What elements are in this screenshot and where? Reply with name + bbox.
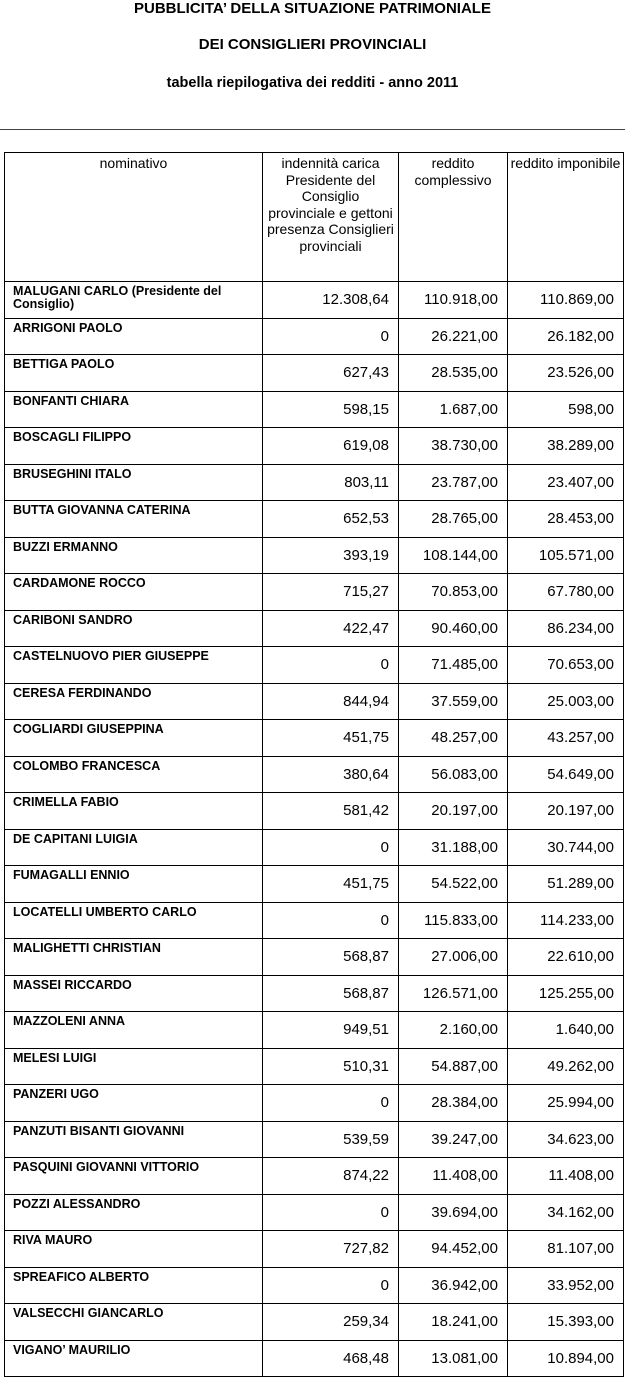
- cell-reddito-complessivo: 28.765,00: [399, 501, 508, 538]
- document-subtitle: DEI CONSIGLIERI PROVINCIALI: [198, 36, 427, 53]
- cell-nominativo: VIGANO’ MAURILIO: [5, 1340, 263, 1377]
- table-row: [5, 975, 624, 1012]
- cell-reddito-imponibile: 34.162,00: [508, 1194, 624, 1231]
- cell-reddito-complessivo: 56.083,00: [399, 756, 508, 793]
- cell-nominativo: PASQUINI GIOVANNI VITTORIO: [5, 1158, 263, 1195]
- cell-nominativo: CASTELNUOVO PIER GIUSEPPE: [5, 647, 263, 684]
- cell-reddito-imponibile: 20.197,00: [508, 793, 624, 830]
- table-row: [5, 1085, 624, 1122]
- column-header-nominativo: nominativo: [5, 153, 263, 282]
- cell-reddito-complessivo: 27.006,00: [399, 939, 508, 976]
- cell-reddito-complessivo: 110.918,00: [399, 282, 508, 319]
- cell-indennita: 652,53: [263, 501, 399, 538]
- table-row: [5, 464, 624, 501]
- cell-indennita: 568,87: [263, 975, 399, 1012]
- table-row: [5, 1231, 624, 1268]
- cell-indennita: 0: [263, 902, 399, 939]
- cell-reddito-imponibile: 54.649,00: [508, 756, 624, 793]
- table-row: [5, 829, 624, 866]
- cell-indennita: 0: [263, 318, 399, 355]
- cell-reddito-complessivo: 37.559,00: [399, 683, 508, 720]
- column-header-indennita: indennità carica Presidente del Consiglio provinciale e gettoni presenza Consiglieri provinciali: [263, 153, 399, 282]
- cell-reddito-imponibile: 33.952,00: [508, 1267, 624, 1304]
- cell-indennita: 0: [263, 1267, 399, 1304]
- cell-reddito-imponibile: 125.255,00: [508, 975, 624, 1012]
- table-row: [5, 610, 624, 647]
- cell-reddito-complessivo: 28.384,00: [399, 1085, 508, 1122]
- cell-indennita: 468,48: [263, 1340, 399, 1377]
- cell-nominativo: CERESA FERDINANDO: [5, 683, 263, 720]
- table-row: [5, 574, 624, 611]
- cell-indennita: 12.308,64: [263, 282, 399, 319]
- table-row: [5, 1340, 624, 1377]
- cell-reddito-imponibile: 114.233,00: [508, 902, 624, 939]
- table-row: [5, 720, 624, 757]
- cell-reddito-complessivo: 18.241,00: [399, 1304, 508, 1341]
- cell-indennita: 715,27: [263, 574, 399, 611]
- cell-nominativo: ARRIGONI PAOLO: [5, 318, 263, 355]
- cell-reddito-complessivo: 54.887,00: [399, 1048, 508, 1085]
- document-title: PUBBLICITA’ DELLA SITUAZIONE PATRIMONIALE: [134, 0, 491, 17]
- cell-nominativo: CARDAMONE ROCCO: [5, 574, 263, 611]
- cell-nominativo: COLOMBO FRANCESCA: [5, 756, 263, 793]
- cell-reddito-imponibile: 23.526,00: [508, 355, 624, 392]
- table-row: [5, 318, 624, 355]
- cell-nominativo: SPREAFICO ALBERTO: [5, 1267, 263, 1304]
- cell-indennita: 0: [263, 1085, 399, 1122]
- cell-indennita: 0: [263, 1194, 399, 1231]
- cell-nominativo: MAZZOLENI ANNA: [5, 1012, 263, 1049]
- cell-nominativo: PANZERI UGO: [5, 1085, 263, 1122]
- cell-nominativo: COGLIARDI GIUSEPPINA: [5, 720, 263, 757]
- table-row: [5, 866, 624, 903]
- cell-reddito-complessivo: 2.160,00: [399, 1012, 508, 1049]
- cell-reddito-complessivo: 90.460,00: [399, 610, 508, 647]
- cell-nominativo: VALSECCHI GIANCARLO: [5, 1304, 263, 1341]
- table-row: [5, 1048, 624, 1085]
- cell-reddito-imponibile: 23.407,00: [508, 464, 624, 501]
- table-row: [5, 1267, 624, 1304]
- cell-reddito-complessivo: 54.522,00: [399, 866, 508, 903]
- cell-reddito-complessivo: 26.221,00: [399, 318, 508, 355]
- cell-indennita: 598,15: [263, 391, 399, 428]
- cell-indennita: 451,75: [263, 866, 399, 903]
- cell-nominativo: MALIGHETTI CHRISTIAN: [5, 939, 263, 976]
- cell-reddito-complessivo: 108.144,00: [399, 537, 508, 574]
- cell-reddito-complessivo: 126.571,00: [399, 975, 508, 1012]
- cell-indennita: 803,11: [263, 464, 399, 501]
- cell-reddito-complessivo: 39.694,00: [399, 1194, 508, 1231]
- cell-reddito-complessivo: 20.197,00: [399, 793, 508, 830]
- cell-nominativo: CRIMELLA FABIO: [5, 793, 263, 830]
- cell-reddito-imponibile: 598,00: [508, 391, 624, 428]
- cell-indennita: 949,51: [263, 1012, 399, 1049]
- cell-nominativo: BRUSEGHINI ITALO: [5, 464, 263, 501]
- table-body: [5, 282, 624, 1377]
- cell-reddito-complessivo: 94.452,00: [399, 1231, 508, 1268]
- cell-nominativo: BUZZI ERMANNO: [5, 537, 263, 574]
- cell-indennita: 874,22: [263, 1158, 399, 1195]
- cell-nominativo: RIVA MAURO: [5, 1231, 263, 1268]
- cell-reddito-imponibile: 22.610,00: [508, 939, 624, 976]
- table-row: [5, 647, 624, 684]
- cell-nominativo: PANZUTI BISANTI GIOVANNI: [5, 1121, 263, 1158]
- cell-reddito-imponibile: 105.571,00: [508, 537, 624, 574]
- cell-indennita: 619,08: [263, 428, 399, 465]
- table-row: [5, 391, 624, 428]
- cell-reddito-imponibile: 15.393,00: [508, 1304, 624, 1341]
- table-row: [5, 756, 624, 793]
- cell-indennita: 380,64: [263, 756, 399, 793]
- cell-reddito-imponibile: 110.869,00: [508, 282, 624, 319]
- cell-reddito-imponibile: 86.234,00: [508, 610, 624, 647]
- cell-reddito-imponibile: 26.182,00: [508, 318, 624, 355]
- cell-indennita: 510,31: [263, 1048, 399, 1085]
- cell-nominativo: BETTIGA PAOLO: [5, 355, 263, 392]
- cell-reddito-imponibile: 30.744,00: [508, 829, 624, 866]
- cell-reddito-imponibile: 38.289,00: [508, 428, 624, 465]
- cell-reddito-imponibile: 34.623,00: [508, 1121, 624, 1158]
- cell-reddito-imponibile: 25.994,00: [508, 1085, 624, 1122]
- cell-indennita: 393,19: [263, 537, 399, 574]
- table-row: [5, 428, 624, 465]
- cell-reddito-imponibile: 1.640,00: [508, 1012, 624, 1049]
- table-row: [5, 902, 624, 939]
- table-header-row: [5, 153, 624, 282]
- income-summary-table: [4, 152, 624, 1377]
- cell-indennita: 727,82: [263, 1231, 399, 1268]
- cell-reddito-imponibile: 70.653,00: [508, 647, 624, 684]
- cell-reddito-imponibile: 25.003,00: [508, 683, 624, 720]
- cell-reddito-complessivo: 28.535,00: [399, 355, 508, 392]
- cell-nominativo: MELESI LUIGI: [5, 1048, 263, 1085]
- cell-reddito-complessivo: 71.485,00: [399, 647, 508, 684]
- cell-indennita: 0: [263, 829, 399, 866]
- cell-indennita: 422,47: [263, 610, 399, 647]
- cell-indennita: 568,87: [263, 939, 399, 976]
- cell-reddito-imponibile: 49.262,00: [508, 1048, 624, 1085]
- cell-nominativo: FUMAGALLI ENNIO: [5, 866, 263, 903]
- table-row: [5, 1194, 624, 1231]
- cell-reddito-imponibile: 11.408,00: [508, 1158, 624, 1195]
- table-row: [5, 1121, 624, 1158]
- cell-nominativo: BUTTA GIOVANNA CATERINA: [5, 501, 263, 538]
- header-divider: [0, 129, 625, 130]
- cell-reddito-complessivo: 39.247,00: [399, 1121, 508, 1158]
- table-row: [5, 1158, 624, 1195]
- table-caption: tabella riepilogativa dei redditi - anno 2011: [166, 75, 459, 91]
- cell-reddito-imponibile: 81.107,00: [508, 1231, 624, 1268]
- column-header-reddito-complessivo: reddito complessivo: [399, 153, 508, 282]
- table-row: [5, 939, 624, 976]
- cell-reddito-complessivo: 36.942,00: [399, 1267, 508, 1304]
- cell-reddito-complessivo: 13.081,00: [399, 1340, 508, 1377]
- cell-nominativo: CARIBONI SANDRO: [5, 610, 263, 647]
- table-row: [5, 1012, 624, 1049]
- table-row: [5, 793, 624, 830]
- cell-reddito-complessivo: 48.257,00: [399, 720, 508, 757]
- table-row: [5, 501, 624, 538]
- cell-indennita: 539,59: [263, 1121, 399, 1158]
- cell-reddito-imponibile: 10.894,00: [508, 1340, 624, 1377]
- cell-nominativo: POZZI ALESSANDRO: [5, 1194, 263, 1231]
- cell-reddito-complessivo: 11.408,00: [399, 1158, 508, 1195]
- cell-nominativo: LOCATELLI UMBERTO CARLO: [5, 902, 263, 939]
- cell-reddito-complessivo: 115.833,00: [399, 902, 508, 939]
- cell-reddito-complessivo: 31.188,00: [399, 829, 508, 866]
- cell-indennita: 844,94: [263, 683, 399, 720]
- cell-nominativo: MALUGANI CARLO (Presidente del Consiglio): [5, 282, 263, 319]
- cell-nominativo: DE CAPITANI LUIGIA: [5, 829, 263, 866]
- cell-reddito-imponibile: 67.780,00: [508, 574, 624, 611]
- cell-nominativo: BONFANTI CHIARA: [5, 391, 263, 428]
- cell-reddito-complessivo: 70.853,00: [399, 574, 508, 611]
- cell-indennita: 259,34: [263, 1304, 399, 1341]
- table-row: [5, 537, 624, 574]
- cell-indennita: 0: [263, 647, 399, 684]
- table-row: [5, 1304, 624, 1341]
- cell-nominativo: MASSEI RICCARDO: [5, 975, 263, 1012]
- column-header-reddito-imponibile: reddito imponibile: [508, 153, 624, 282]
- table-row: [5, 355, 624, 392]
- cell-reddito-complessivo: 23.787,00: [399, 464, 508, 501]
- cell-nominativo: BOSCAGLI FILIPPO: [5, 428, 263, 465]
- cell-reddito-complessivo: 1.687,00: [399, 391, 508, 428]
- cell-indennita: 581,42: [263, 793, 399, 830]
- cell-reddito-imponibile: 43.257,00: [508, 720, 624, 757]
- table-row: [5, 683, 624, 720]
- table-row: [5, 282, 624, 319]
- cell-indennita: 627,43: [263, 355, 399, 392]
- cell-reddito-imponibile: 51.289,00: [508, 866, 624, 903]
- cell-reddito-imponibile: 28.453,00: [508, 501, 624, 538]
- cell-indennita: 451,75: [263, 720, 399, 757]
- cell-reddito-complessivo: 38.730,00: [399, 428, 508, 465]
